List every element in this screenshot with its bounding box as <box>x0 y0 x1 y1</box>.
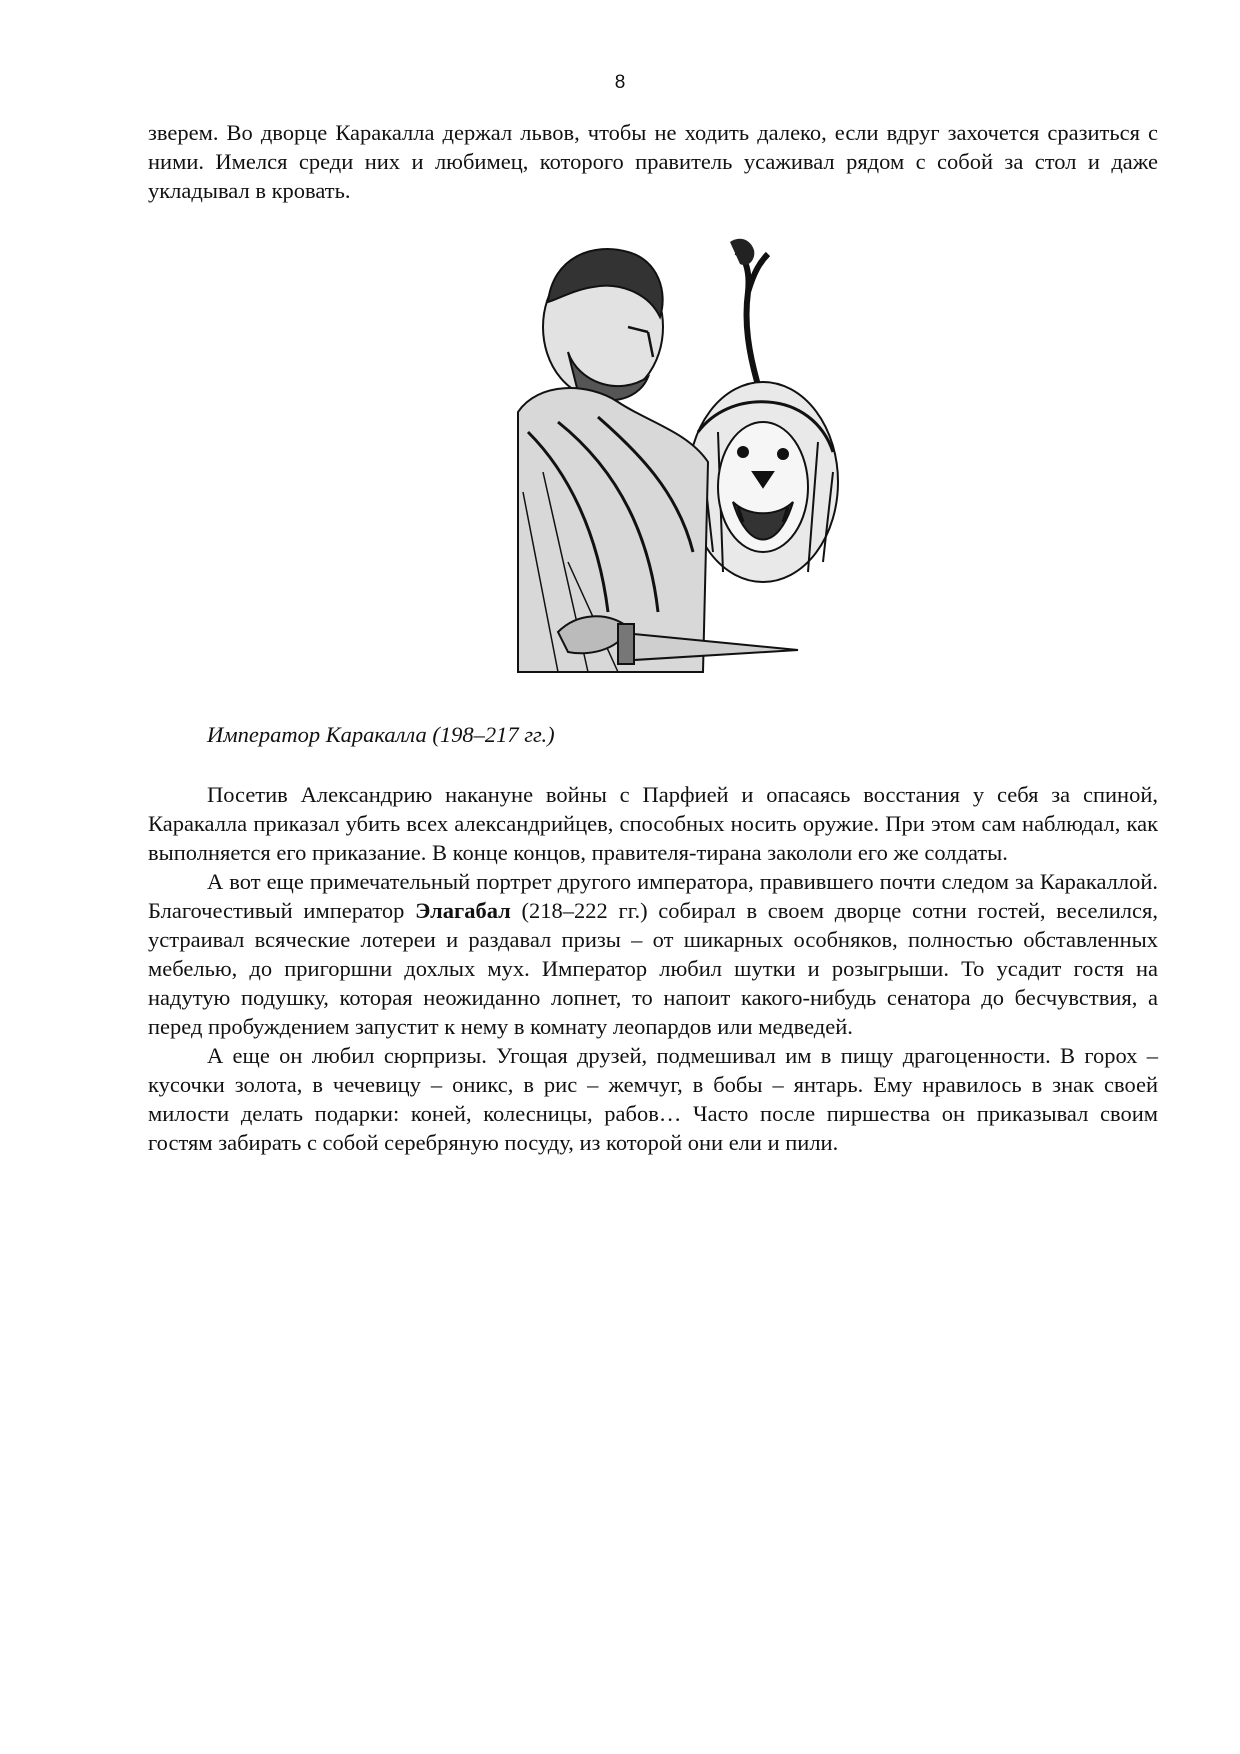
page-number: 8 <box>614 72 626 93</box>
caracalla-lion-illustration <box>498 232 848 712</box>
paragraph-1: Посетив Александрию накануне войны с Парфией и опасаясь восстания у себя за спиной, Каракалла приказал убить всех александрийцев, способных носить оружие. При этом сам наблюдал, как выполняется его приказание. В конце концов, правителя-тирана закололи его же солдаты. <box>148 782 1158 865</box>
figure-caption: Император Каракалла (198–217 гг.) <box>207 722 555 747</box>
emperor-name-bold: Элагабал <box>415 898 511 923</box>
lion-head <box>688 382 838 582</box>
lion-tail <box>736 252 768 392</box>
paragraph-2 <box>148 867 1158 1041</box>
paragraph-2-start: А вот еще примечательный портрет другого императора, правившего почти следом за Каракаллой. Благочестивый император <box>148 869 1158 923</box>
intro-paragraph <box>148 118 1158 205</box>
body-text <box>148 780 1158 1157</box>
intro-text: зверем. Во дворце Каракалла держал львов, чтобы не ходить далеко, если вдруг захочется сразиться с ними. Имелся среди них и любимец, которого правитель усаживал рядом с собой за стол и даже укладывал в кровать. <box>148 120 1158 203</box>
paragraph-3: А еще он любил сюрпризы. Угощая друзей, подмешивал им в пищу драгоценности. В горох – кусочки золота, в чечевицу – оникс, в рис – жемчуг, в бобы – янтарь. Ему нравилось в знак своей милости делать подарки: коней, колесницы, рабов… Часто после пиршества он приказывал своим гостям забирать с собой серебряную посуду, из которой они ели и пили. <box>148 1043 1158 1155</box>
paragraph-2-rest: (218–222 гг.) собирал в своем дворце сотни гостей, веселился, устраивал всяческие лотереи и раздавал призы – от шикарных особняков, полностью обставленных мебелью, до пригоршни дохлых мух. Император любил шутки и розыгрыши. То усадит гостя на надутую подушку, которая неожиданно лопнет, то напоит какого-нибудь сенатора до бесчувствия, а перед пробуждением запустит к нему в комнату леопардов или медведей. <box>148 898 1158 1039</box>
emperor-figure <box>518 249 708 672</box>
